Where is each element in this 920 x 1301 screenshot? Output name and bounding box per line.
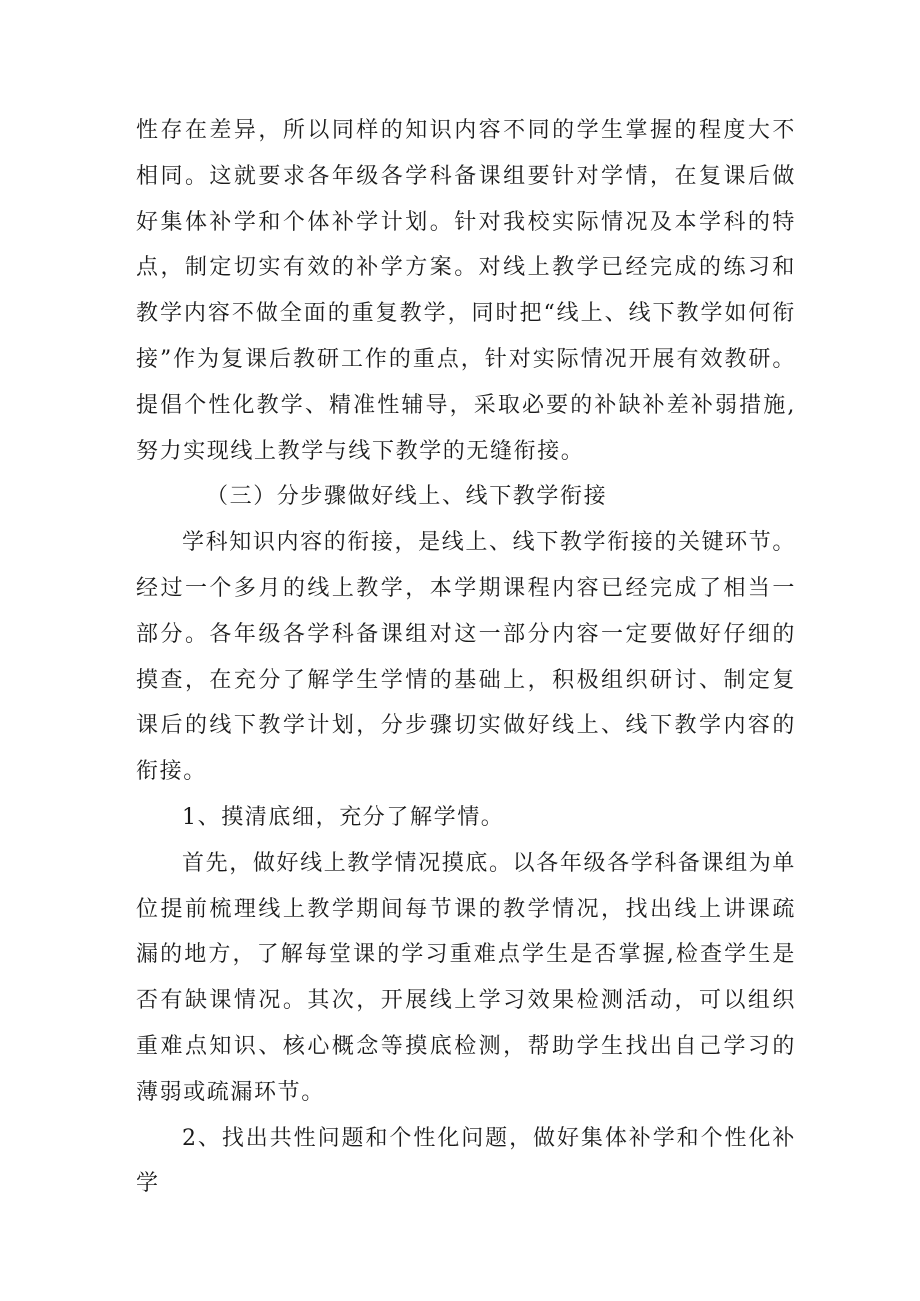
paragraph-continuation: 性存在差异，所以同样的知识内容不同的学生掌握的程度大不相同。这就要求各年级各学科备课组要针对学情，在复课后做好集体补学和个体补学计划。针对我校实际情况及本学科的特点，制定切实有效的补学方案。对线上教学已经完成的练习和教学内容不做全面的重复教学，同时把“线上、线下教学如何衔接”作为复课后教研工作的重点，针对实际情况开展有效教研。提倡个性化教学、精准性辅导，采取必要的补缺补差补弱措施,努力实现线上教学与线下教学的无缝衔接。 [136,118,796,464]
paragraph-body: 学科知识内容的衔接，是线上、线下教学衔接的关键环节。经过一个多月的线上教学，本学期课程内容已经完成了相当一部分。各年级各学科备课组对这一部分内容一定要做好仔细的摸查，在充分了解学生学情的基础上，积极组织研讨、制定复课后的线下教学计划，分步骤切实做好线上、线下教学内容的衔接。 [136,530,796,785]
document-body [136,108,796,1207]
section-heading: （三）分步骤做好线上、线下教学衔接 [206,484,608,510]
sub-heading: 1、摸清底细，充分了解学情。 [182,804,505,830]
paragraph-body: 首先，做好线上教学情况摸底。以各年级各学科备课组为单位提前梳理线上教学期间每节课的教学情况，找出线上讲课疏漏的地方，了解每堂课的学习重难点学生是否掌握,检查学生是否有缺课情况。其次，开展线上学习效果检测活动，可以组织重难点知识、核心概念等摸底检测，帮助学生找出自己学习的薄弱或疏漏环节。 [136,850,796,1105]
sub-heading: 2、找出共性问题和个性化问题，做好集体补学和个性化补学 [136,1125,796,1197]
